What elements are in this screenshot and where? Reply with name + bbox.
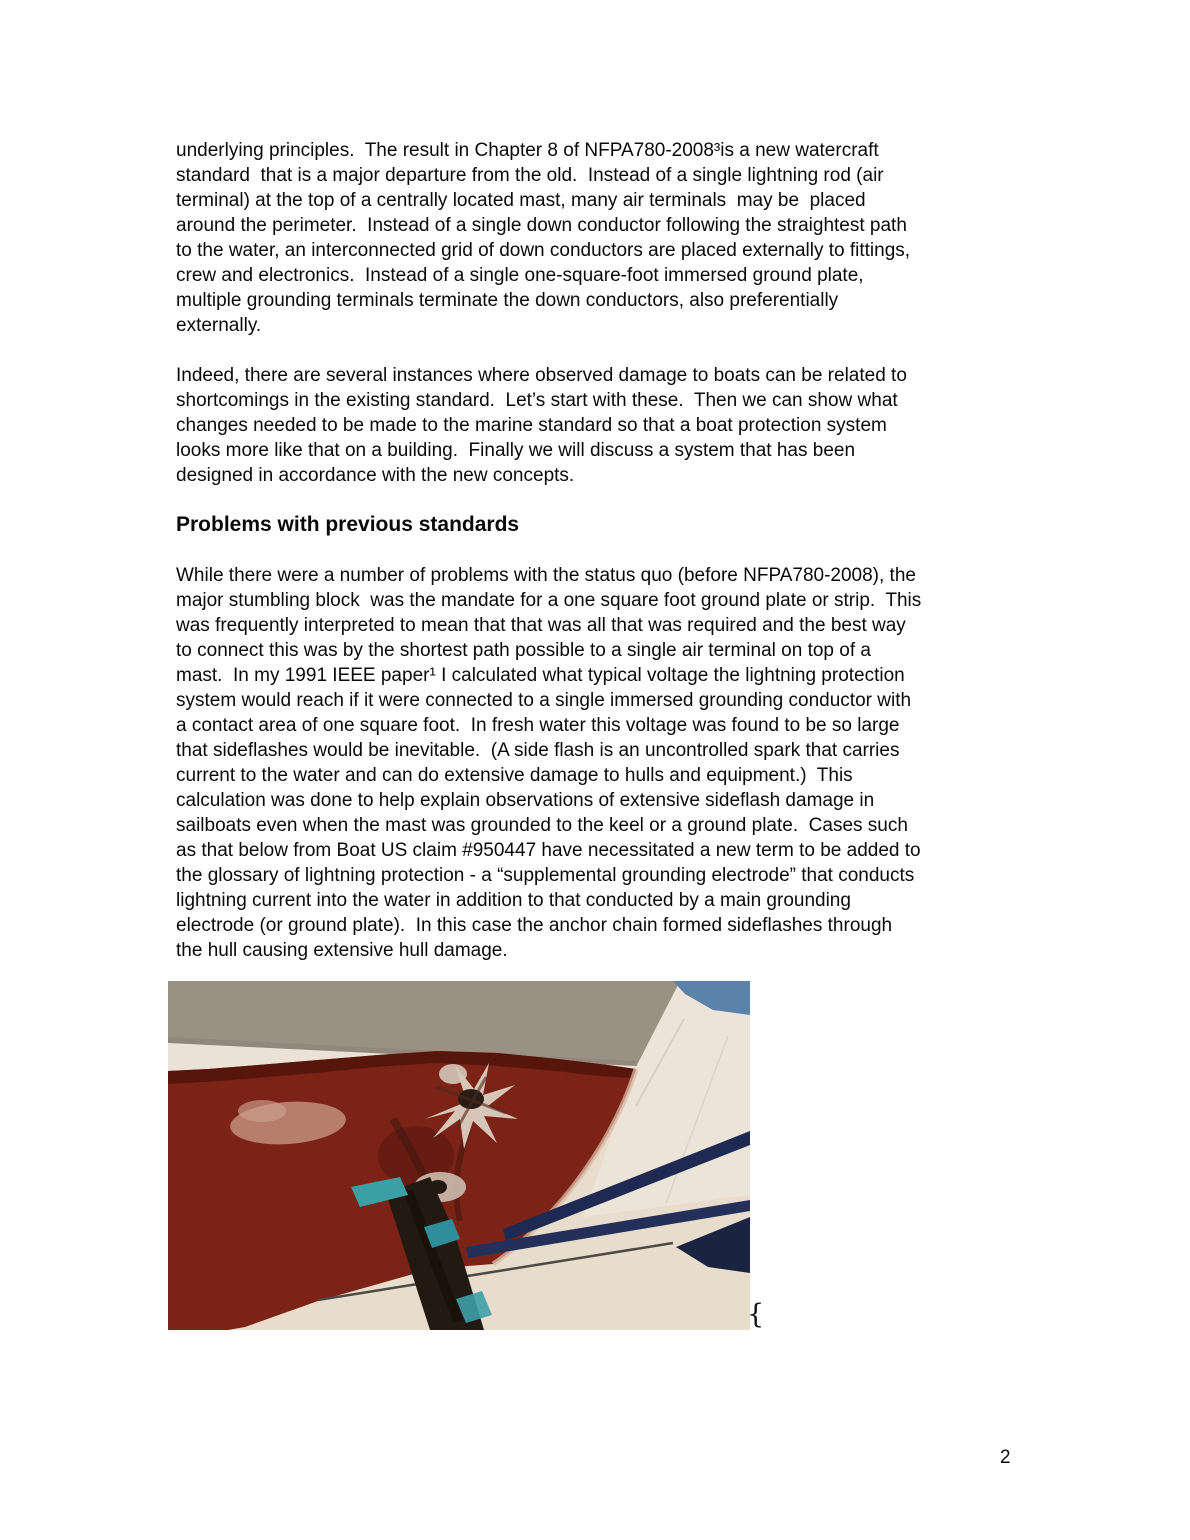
text-line: as that below from Boat US claim #950447 have necessitated a new term to be added to bbox=[176, 840, 921, 861]
text-line: was frequently interpreted to mean that that was all that was required and the best way bbox=[176, 615, 906, 636]
text-line: electrode (or ground plate). In this case the anchor chain formed sideflashes through bbox=[176, 915, 893, 936]
text-line: current to the water and can do extensive damage to hulls and equipment.) This bbox=[176, 765, 853, 786]
text-line: designed in accordance with the new concepts. bbox=[176, 465, 575, 486]
section-heading: Problems with previous standards bbox=[176, 513, 520, 536]
text-line: mast. In my 1991 IEEE paper¹ I calculated what typical voltage the lightning protection bbox=[176, 665, 905, 686]
text-line: externally. bbox=[176, 315, 262, 336]
page-number: 2 bbox=[1000, 1447, 1011, 1468]
text-line: to the water, an interconnected grid of down conductors are placed externally to fittings, bbox=[176, 240, 911, 261]
text-line: major stumbling block was the mandate for a one square foot ground plate or strip. This bbox=[176, 590, 922, 611]
text-line: lightning current into the water in addition to that conducted by a main grounding bbox=[176, 890, 851, 911]
hull-damage-photo-graphic bbox=[168, 981, 750, 1330]
text-line: changes needed to be made to the marine standard so that a boat protection system bbox=[176, 415, 887, 436]
text-line: a contact area of one square foot. In fresh water this voltage was found to be so large bbox=[176, 715, 900, 736]
text-line: multiple grounding terminals terminate the down conductors, also preferentially bbox=[176, 290, 839, 311]
text-line: that sideflashes would be inevitable. (A side flash is an uncontrolled spark that carries bbox=[176, 740, 900, 761]
text-line: standard that is a major departure from the old. Instead of a single lightning rod (air bbox=[176, 165, 884, 186]
text-line: sailboats even when the mast was grounded to the keel or a ground plate. Cases such bbox=[176, 815, 908, 836]
text-line: looks more like that on a building. Finally we will discuss a system that has been bbox=[176, 440, 856, 461]
paragraph-1 bbox=[176, 138, 1024, 338]
hull-damage-photo bbox=[168, 981, 750, 1330]
text-line: system would reach if it were connected to a single immersed grounding conductor with bbox=[176, 690, 912, 711]
text-line: around the perimeter. Instead of a single down conductor following the straightest path bbox=[176, 215, 907, 236]
text-line: the glossary of lightning protection - a “supplemental grounding electrode” that conducts bbox=[176, 865, 915, 886]
text-line: While there were a number of problems with the status quo (before NFPA780-2008), the bbox=[176, 565, 916, 586]
text-line: the hull causing extensive hull damage. bbox=[176, 940, 508, 961]
text-line: calculation was done to help explain observations of extensive sideflash damage in bbox=[176, 790, 875, 811]
text-line: underlying principles. The result in Chapter 8 of NFPA780-2008³is a new watercraft bbox=[176, 140, 879, 161]
paragraph-3 bbox=[176, 563, 1024, 963]
text-line: crew and electronics. Instead of a single one-square-foot immersed ground plate, bbox=[176, 265, 864, 286]
paragraph-2 bbox=[176, 363, 1024, 488]
text-line: to connect this was by the shortest path possible to a single air terminal on top of a bbox=[176, 640, 871, 661]
stray-brace-mark: { bbox=[747, 1299, 765, 1330]
text-line: terminal) at the top of a centrally located mast, many air terminals may be placed bbox=[176, 190, 866, 211]
text-line: shortcomings in the existing standard. Let’s start with these. Then we can show what bbox=[176, 390, 898, 411]
text-line: Indeed, there are several instances where observed damage to boats can be related to bbox=[176, 365, 907, 386]
